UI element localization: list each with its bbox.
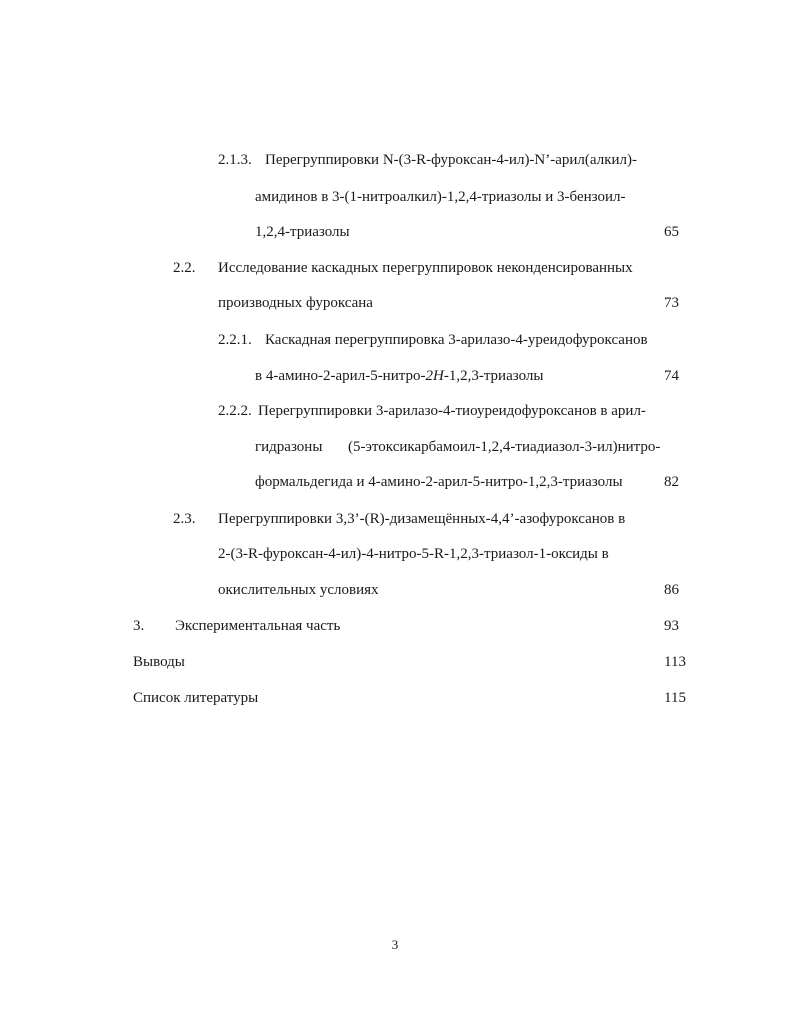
- toc-entry-title-line: гидразоны: [255, 439, 323, 455]
- toc-entry-title-line: Перегруппировки 3,3’-(R)-дизамещённых-4,4’-азофуроксанов в: [218, 511, 626, 527]
- toc-entry-title-line: Выводы: [133, 654, 185, 670]
- title-text: в 4-амино-2-арил-5-нитро-: [255, 368, 426, 384]
- toc-entry-title-line: 1,2,4-триазолы: [255, 224, 350, 240]
- title-text: -1,2,3-триазолы: [443, 368, 544, 384]
- toc-entry-title-line: окислительных условиях: [218, 582, 379, 598]
- toc-entry-number: 2.2.1.: [218, 332, 252, 348]
- page-number: 3: [391, 937, 399, 952]
- toc-entry-number: 2.2.: [173, 260, 196, 276]
- toc-entry-title-line: амидинов в 3-(1-нитроалкил)-1,2,4-триазолы и 3-бензоил-: [255, 189, 626, 205]
- toc-page-number: 65: [664, 224, 679, 240]
- toc-entry-title-line: формальдегида и 4-амино-2-арил-5-нитро-1,2,3-триазолы: [255, 474, 623, 490]
- toc-entry-title-line: (5-этоксикарбамоил-1,2,4-тиадиазол-3-ил)нитро-: [348, 439, 661, 455]
- toc-entry-title-line: [255, 367, 543, 385]
- toc-entry-number: 2.1.3.: [218, 152, 252, 168]
- toc-entry-number: 2.2.2.: [218, 403, 252, 419]
- toc-page-number: 82: [664, 474, 679, 490]
- toc-entry-number: 3.: [133, 618, 145, 634]
- toc-page-number: 113: [664, 654, 686, 670]
- toc-entry-title-line: производных фуроксана: [218, 295, 373, 311]
- toc-entry-title-line: Перегруппировки N-(3-R-фуроксан-4-ил)-N’-арил(алкил)-: [265, 152, 637, 168]
- toc-page-number: 93: [664, 618, 679, 634]
- toc-page-number: 86: [664, 582, 679, 598]
- toc-entry-number: 2.3.: [173, 511, 196, 527]
- toc-entry-title-line: Каскадная перегруппировка 3-арилазо-4-уреидофуроксанов: [265, 332, 648, 348]
- toc-entry-title-line: Перегруппировки 3-арилазо-4-тиоуреидофуроксанов в арил-: [258, 403, 646, 419]
- toc-entry-title-line: Экспериментальная часть: [175, 618, 341, 634]
- toc-page-number: 73: [664, 295, 679, 311]
- toc-entry-title-line: Исследование каскадных перегруппировок неконденсированных: [218, 260, 633, 276]
- title-italic-text: 2H: [425, 368, 444, 384]
- toc-entry-title-line: Список литературы: [133, 690, 259, 706]
- toc-page-number: 74: [664, 368, 679, 384]
- toc-entry-title-line: 2-(3-R-фуроксан-4-ил)-4-нитро-5-R-1,2,3-триазол-1-оксиды в: [218, 546, 609, 562]
- toc-page-number: 115: [664, 690, 686, 706]
